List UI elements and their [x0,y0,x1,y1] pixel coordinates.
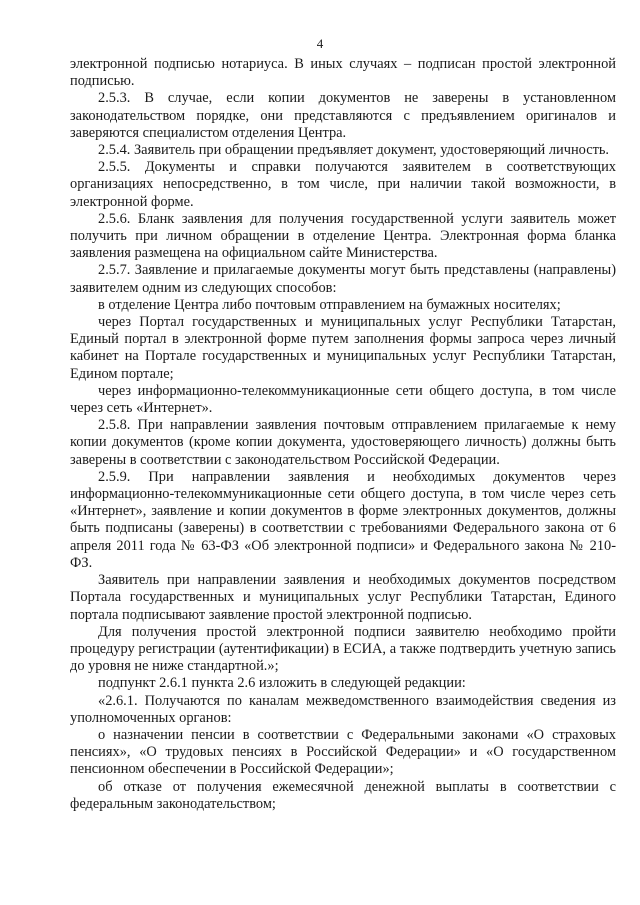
paragraph-method-internet: через информационно-телекоммуникационные сети общего доступа, в том числе через сеть «Интернет». [70,382,616,417]
paragraph-2-5-6: 2.5.6. Бланк заявления для получения государственной услуги заявитель может получить при личном обращении в отделение Центра. Электронная форма бланка заявления размещена на официальном сайте Министерства. [70,210,616,262]
document-body [70,56,616,813]
paragraph-2-5-5: 2.5.5. Документы и справки получаются заявителем в соответствующих организациях непосредственно, в том числе, при наличии такой возможности, в электронной форме. [70,159,616,210]
paragraph-refusal-payment: об отказе от получения ежемесячной денежной выплаты в соответствии с федеральным законодательством; [70,778,616,812]
page-number: 4 [316,36,324,51]
paragraph-2-5-4: 2.5.4. Заявитель при обращении предъявляет документ, удостоверяющий личность. [98,142,610,159]
paragraph-portal-signature: Заявитель при направлении заявления и необходимых документов посредством Портала государственных и муниципальных услуг Республики Татарстан, Единого портала подписывают заявление простой электронной подписью. [70,572,616,623]
paragraph-esia-registration: Для получения простой электронной подписи заявителю необходимо пройти процедуру регистрации (аутентификации) в ЕСИА, а также подтвердить учетную запись до уровня не ниже стандартной.»; [70,623,616,675]
paragraph-continuation: электронной подписью нотариуса. В иных случаях – подписан простой электронной подписью. [70,56,616,90]
paragraph-method-portal: через Портал государственных и муниципальных услуг Республики Татарстан, Единый портал в электронной форме путем заполнения формы запроса через личный кабинет на Портале государственных и муниципальных услуг Республики Татарстан, Едином портале; [70,314,616,382]
paragraph-2-5-7: 2.5.7. Заявление и прилагаемые документы могут быть представлены (направлены) заявителем одним из следующих способов: [70,262,616,296]
paragraph-subpoint-2-6-1-intro: подпункт 2.6.1 пункта 2.6 изложить в следующей редакции: [98,675,466,692]
paragraph-2-6-1: «2.6.1. Получаются по каналам межведомственного взаимодействия сведения из уполномоченных органов: [70,692,616,726]
paragraph-2-5-8: 2.5.8. При направлении заявления почтовым отправлением прилагаемые к нему копии документов (кроме копии документа, удостоверяющего личность) должны быть заверены в соответствии с законодательством Российской Федерации. [70,417,616,468]
paragraph-method-office: в отделение Центра либо почтовым отправлением на бумажных носителях; [98,296,561,313]
paragraph-2-5-9: 2.5.9. При направлении заявления и необходимых документов через информационно-телекоммуникационные сети общего доступа, в том числе через сеть «Интернет», заявление и копии документов в форме электронных документов, должны быть подписаны (заверены) в соответствии с требованиями Федерального закона от 6 апреля 2011 года № 63-ФЗ «Об электронной подписи» и Федерального закона № 210-ФЗ. [70,468,616,571]
paragraph-2-5-3: 2.5.3. В случае, если копии документов не заверены в установленном законодательством порядке, они представляются с предъявлением оригиналов и заверяются специалистом отделения Центра. [70,90,616,141]
paragraph-pension-info: о назначении пенсии в соответствии с Федеральными законами «О страховых пенсиях», «О трудовых пенсиях в Российской Федерации» и «О государственном пенсионном обеспечении в Российской Федерации»; [70,726,616,778]
